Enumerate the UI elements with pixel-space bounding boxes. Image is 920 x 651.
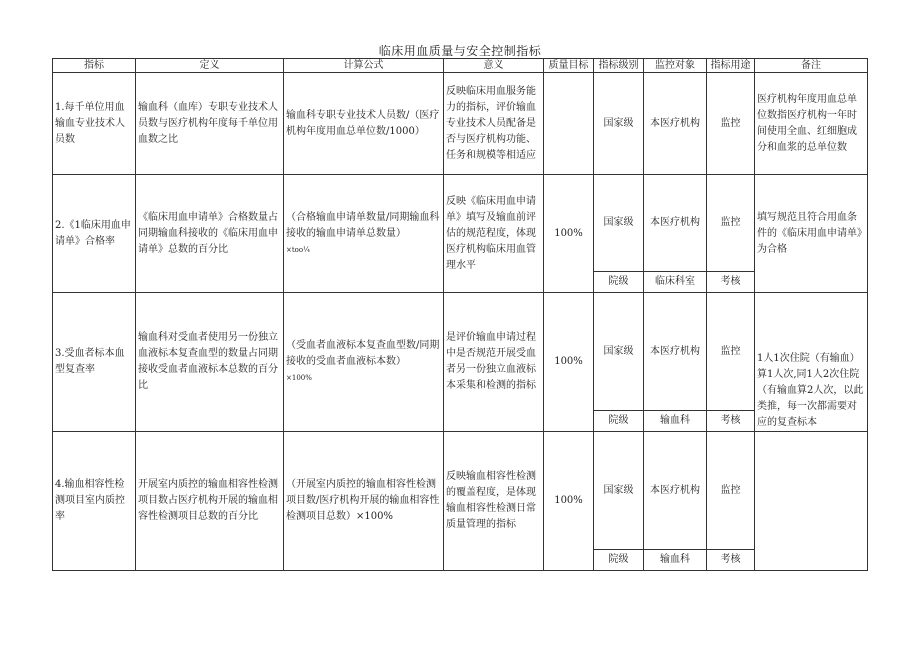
- object-cell: 本医疗机构: [644, 175, 707, 272]
- object-cell: 本医疗机构: [644, 293, 707, 411]
- remark-cell: 1人1次住院（有输血）算1人次,同1人2次住院（有输血算2人次，以此类推，每一次都需要对应的复查标本: [755, 293, 868, 432]
- usage-cell: 考核: [707, 411, 755, 432]
- object-cell: 本医疗机构: [644, 432, 707, 550]
- meaning-cell: 反映《临床用血申请单》填写及输血前评估的规范程度，体现医疗机构临床用血管理水平: [444, 175, 544, 293]
- table-row: [53, 73, 868, 175]
- level-cell: 院级: [594, 411, 644, 432]
- definition-cell: 输血科对受血者使用另一份独立血液标本复查血型的数量占同期接收受血者血液标本总数的百分比: [136, 293, 284, 432]
- indicator-cell: 1.每千单位用血输血专业技术人员数: [53, 73, 136, 175]
- definition-cell: 输血科（血库）专职专业技术人员数与医疗机构年度每千单位用血数之比: [136, 73, 284, 175]
- level-cell: 院级: [594, 550, 644, 571]
- target-cell: 100%: [544, 175, 594, 293]
- table-row: [53, 432, 868, 550]
- target-cell: 100%: [544, 432, 594, 571]
- header-cell: 指标: [53, 59, 136, 73]
- indicator-table: [52, 58, 868, 571]
- table-row: [53, 293, 868, 411]
- object-cell: 输血科: [644, 550, 707, 571]
- level-cell: 国家级: [594, 432, 644, 550]
- target-cell: 100%: [544, 293, 594, 432]
- target-cell: [544, 73, 594, 175]
- usage-cell: 监控: [707, 432, 755, 550]
- indicator-cell: 2.《1临床用血申请单》合格率: [53, 175, 136, 293]
- header-cell: 质量目标: [544, 59, 594, 73]
- indicator-cell: 4.输血相容性检测项目室内质控率: [53, 432, 136, 571]
- usage-cell: 监控: [707, 73, 755, 175]
- header-row: [53, 59, 868, 73]
- usage-cell: 考核: [707, 550, 755, 571]
- meaning-cell: 反映输血相容性检测的覆盖程度，是体现输血相容性检测日常质量管理的指标: [444, 432, 544, 571]
- formula-cell: [284, 175, 444, 293]
- level-cell: 国家级: [594, 293, 644, 411]
- header-cell: 计算公式: [284, 59, 444, 73]
- level-cell: 国家级: [594, 175, 644, 272]
- remark-cell: [755, 432, 868, 571]
- level-cell: 院级: [594, 272, 644, 293]
- formula-cell: [284, 293, 444, 432]
- object-cell: 本医疗机构: [644, 73, 707, 175]
- formula-text: （受血者血液标本复查血型数/同期接收的受血者血液标本数）: [286, 340, 440, 367]
- level-cell: 国家级: [594, 73, 644, 175]
- formula-cell: （开展室内质控的输血相容性检测项目数/医疗机构开展的输血相容性检测项目总数）×100%: [284, 432, 444, 571]
- header-cell: 指标级别: [594, 59, 644, 73]
- formula-text: （合格输血申请单数量/同期输血科接收的输血申请单总数量）: [286, 211, 440, 239]
- formula-cell: 输血科专职专业技术人员数/（医疗机构年度用血总单位数/1000）: [284, 73, 444, 175]
- usage-cell: 监控: [707, 293, 755, 411]
- formula-suffix: ×too¼: [286, 245, 310, 254]
- object-cell: 临床科室: [644, 272, 707, 293]
- header-cell: 监控对象: [644, 59, 707, 73]
- remark-cell: 医疗机构年度用血总单位数指医疗机构一年时间使用全血、红细胞成分和血浆的总单位数: [755, 73, 868, 175]
- definition-cell: 开展室内质控的输血相容性检测项目数占医疗机构开展的输血相容性检测项目总数的百分比: [136, 432, 284, 571]
- indicator-cell: 3.受血者标本血型复查率: [53, 293, 136, 432]
- header-cell: 意义: [444, 59, 544, 73]
- object-cell: 输血科: [644, 411, 707, 432]
- table-row: [53, 175, 868, 272]
- page-title: 临床用血质量与安全控制指标: [378, 44, 542, 58]
- meaning-cell: 反映临床用血服务能力的指标，评价输血专业技术人员配备是否与医疗机构功能、任务和规模等相适应: [444, 73, 544, 175]
- header-cell: 定义: [136, 59, 284, 73]
- definition-cell: 《临床用血申请单》合格数量占同期输血科接收的《临床用血申请单》总数的百分比: [136, 175, 284, 293]
- formula-suffix: ×100%: [286, 374, 312, 382]
- header-cell: 指标用途: [707, 59, 755, 73]
- usage-cell: 考核: [707, 272, 755, 293]
- usage-cell: 监控: [707, 175, 755, 272]
- meaning-cell: 是评价输血申请过程中是否规范开展受血者另一份独立血液标本采集和检测的指标: [444, 293, 544, 432]
- header-cell: 备注: [755, 59, 868, 73]
- remark-cell: 填写规范且符合用血条件的《临床用血申请单》为合格: [755, 175, 868, 293]
